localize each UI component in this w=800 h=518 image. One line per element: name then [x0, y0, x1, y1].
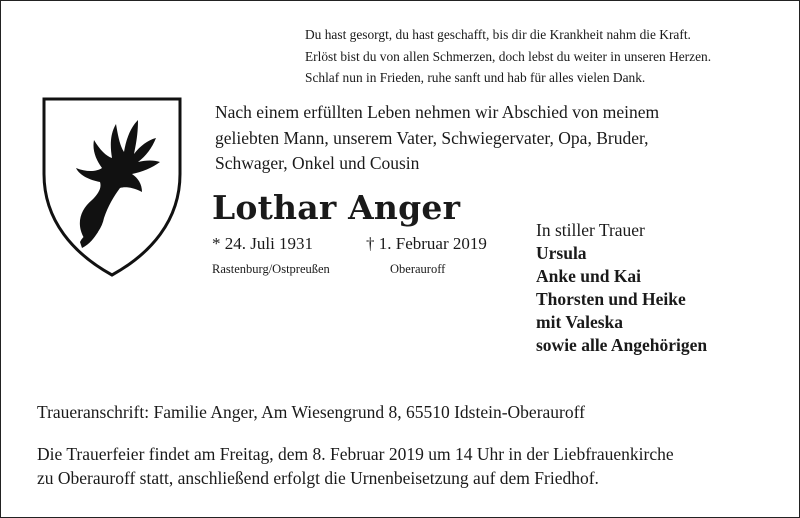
deceased-name: Lothar Anger [212, 188, 461, 227]
memorial-poem [305, 24, 785, 89]
mourner-name: Thorsten und Heike [536, 289, 686, 309]
mourners-lead: In stiller Trauer [536, 220, 645, 240]
mourner-name: Anke und Kai [536, 266, 642, 286]
death-place: Oberauroff [390, 262, 446, 276]
mourners-list [536, 219, 786, 357]
funeral-service-info [37, 442, 787, 490]
intro-line: geliebten Mann, unserem Vater, Schwiegervater, Opa, Bruder, [215, 127, 649, 148]
poem-line: Schlaf nun in Frieden, ruhe sanft und hab für alles vielen Dank. [305, 70, 646, 85]
birth-place: Rastenburg/Ostpreußen [212, 262, 330, 276]
mourner-name: mit Valeska [536, 312, 624, 332]
service-line: zu Oberauroff statt, anschließend erfolgt die Urnenbeisetzung auf dem Friedhof. [37, 468, 599, 488]
intro-line: Nach einem erfüllten Leben nehmen wir Abschied von meinem [215, 102, 660, 122]
birth-date: * 24. Juli 1931 [212, 234, 314, 253]
death-date: † 1. Februar 2019 [366, 234, 487, 253]
mourning-address: Traueranschrift: Familie Anger, Am Wiesengrund 8, 65510 Idstein-Oberauroff [37, 402, 585, 422]
mourner-name: Ursula [536, 243, 587, 263]
poem-line: Du hast gesorgt, du hast geschafft, bis dir die Krankheit nahm die Kraft. [305, 27, 691, 42]
intro-line: Schwager, Onkel und Cousin [215, 153, 420, 173]
antler-coat-of-arms-icon [40, 96, 184, 278]
service-line: Die Trauerfeier findet am Freitag, dem 8. Februar 2019 um 14 Uhr in der Liebfrauenkirche [37, 444, 674, 464]
intro-text [215, 100, 775, 177]
poem-line: Erlöst bist du von allen Schmerzen, doch lebst du weiter in unseren Herzen. [305, 48, 712, 64]
mourner-name: sowie alle Angehörigen [536, 335, 708, 355]
